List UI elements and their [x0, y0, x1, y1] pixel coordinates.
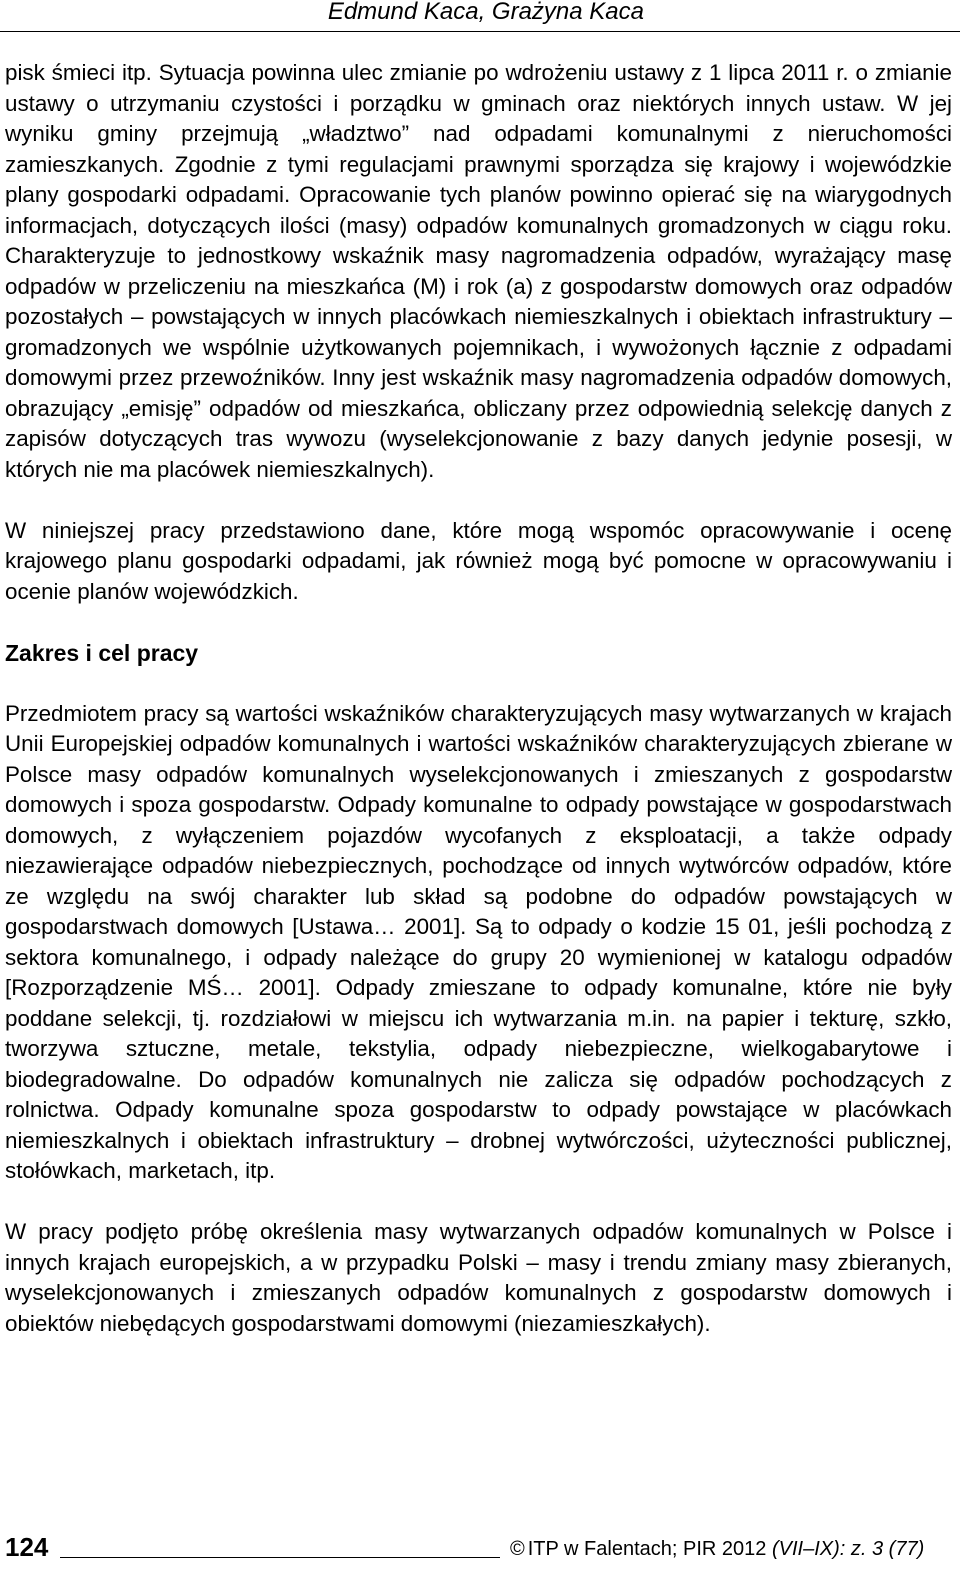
- paragraph-subject: Przedmiotem pracy są wartości wskaźników charakteryzujących masy wytwarzanych w krajach Unii Europejskiej odpadów komunalnych i wartości wskaźników charakteryzujących zbierane w Polsce masy odpadów komunalnych wyselekcjonowanych i zmieszanych z gospodarstw domowych i spoza gospodarstw. Odpady komunalne to odpady powstające w gospodarstwach domowych, z wyłączeniem pojazdów wycofanych z eksploatacji, a także odpady niezawierające odpadów niebezpiecznych, pochodzące od innych wytwórców odpadów, które ze względu na swój charakter lub skład są podobne do odpadów powstających w gospodarstwach domowych [Ustawa… 2001]. Są to odpady o kodzie 15 01, jeśli pochodzą z sektora komunalnego, i odpady należące do grupy 20 wymienionej w katalogu odpadów [Rozporządzenie MŚ… 2001]. Odpady zmieszane to odpady komunalne, które nie były poddane selekcji, tj. rozdziałowi w miejscu ich wytwarzania m.in. na papier i tekturę, szkło, tworzywa sztuczne, metale, tekstylia, odpady niebezpieczne, wielkogabarytowe i biodegradowalne. Do odpadów komunalnych nie zalicza się odpadów pochodzących z rolnictwa. Odpady komunalne spoza gospodarstw to odpady powstające w placówkach niemieszkalnych i obiektach infrastruktury – drobnej wytwórczości, użyteczności publicznej, stołówkach, marketach, itp.: [5, 700, 952, 1183]
- page-number: 124: [5, 1532, 49, 1562]
- header-rule: [0, 31, 960, 32]
- footer-issue: (VII–IX): z. 3 (77): [771, 1538, 925, 1560]
- paragraph-goal: W pracy podjęto próbę określenia masy wytwarzanych odpadów komunalnych w Polsce i innych krajach europejskich, a w przypadku Polski – masy i trendu zmiany masy zbieranych, wyselekcjonowanych i zmieszanych odpadów komunalnych z gospodarstw domowych i obiektów niebędących gospodarstwami domowymi (niezamieszkałych).: [5, 1219, 952, 1336]
- section-heading: Zakres i cel pracy: [5, 639, 199, 666]
- copyright-icon: ©: [510, 1538, 525, 1560]
- footer-source-text: ITP w Falentach; PIR 2012: [527, 1538, 767, 1560]
- paragraph-intro: pisk śmieci itp. Sytuacja powinna ulec zmianie po wdrożeniu ustawy z 1 lipca 2011 r. o zmianie ustawy o utrzymaniu czystości i porządku w gminach oraz niektórych innych ustaw. W jej wyniku gminy przejmują „władztwo” nad odpadami komunalnymi z nieruchomości zamieszkanych. Zgodnie z tymi regulacjami prawnymi sporządza się krajowy i wojewódzkie plany gospodarki odpadami. Opracowanie tych planów powinno opierać się na wiarygodnych informacjach, dotyczących ilości (masy) odpadów komunalnych gromadzonych w ciągu roku. Charakteryzuje to jednostkowy wskaźnik masy nagromadzenia odpadów, wyrażający masę odpadów w przeliczeniu na mieszkańca (M) i rok (a) z gospodarstw domowych oraz odpadów pozostałych – powstających w innych placówkach niemieszkalnych i obiektach infrastruktury – gromadzonych we wspólnie użytkowanych pojemnikach, i wywożonych łącznie z odpadami domowymi przez przewoźników. Inny jest wskaźnik masy nagromadzenia odpadów domowych, obrazujący „emisję” odpadów od mieszkańca, obliczany przez odpowiednią selekcję danych z zapisów dotyczących tras wywozu (wyselekcjonowanie z bazy danych jedynie posesji, w których nie ma placówek niemieszkalnych).: [5, 60, 952, 482]
- footer-citation: [510, 1536, 924, 1562]
- running-header: Edmund Kaca, Grażyna Kaca: [327, 0, 644, 25]
- page-body: [5, 58, 952, 1339]
- footer-rule: [60, 1557, 500, 1558]
- paragraph-scope-summary: W niniejszej pracy przedstawiono dane, które mogą wspomóc opracowywanie i ocenę krajowego planu gospodarki odpadami, jak również mogą być pomocne w opracowywaniu i ocenie planów wojewódzkich.: [5, 517, 952, 604]
